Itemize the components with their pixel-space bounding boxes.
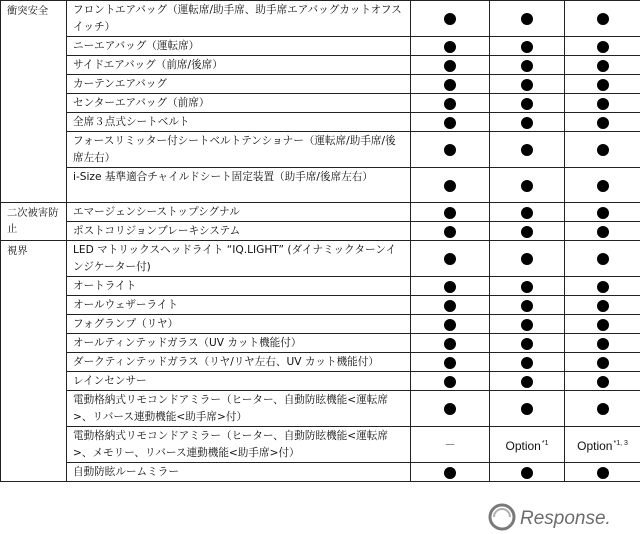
- mark-cell: [490, 277, 565, 296]
- table-row: [1, 463, 640, 482]
- filled-circle-icon: [597, 226, 609, 238]
- feature-cell: オールウェザーライト: [67, 296, 411, 315]
- filled-circle-icon: [444, 357, 456, 369]
- filled-circle-icon: [444, 98, 456, 110]
- mark-cell: [565, 168, 640, 203]
- filled-circle-icon: [521, 98, 533, 110]
- mark-cell: [411, 463, 490, 482]
- mark-cell: [490, 391, 565, 427]
- mark-cell: [565, 1, 640, 37]
- mark-cell: [411, 75, 490, 94]
- filled-circle-icon: [597, 403, 609, 415]
- mark-cell: [565, 296, 640, 315]
- filled-circle-icon: [597, 180, 609, 192]
- mark-cell: [411, 113, 490, 132]
- mark-cell: [565, 132, 640, 168]
- table-row: [1, 427, 640, 463]
- category-cell: 二次被害防止: [1, 203, 67, 241]
- mark-cell: [565, 241, 640, 277]
- mark-cell: [411, 241, 490, 277]
- mark-cell: [411, 372, 490, 391]
- option-label: [506, 439, 549, 453]
- feature-cell: LED マトリックスヘッドライト “IQ.LIGHT” (ダイナミックターンインジケーター付): [67, 241, 411, 277]
- mark-cell: [565, 203, 640, 222]
- table-row: [1, 168, 640, 203]
- mark-cell: [411, 277, 490, 296]
- mark-cell: [411, 56, 490, 75]
- table-row: [1, 113, 640, 132]
- mark-cell: [411, 132, 490, 168]
- filled-circle-icon: [521, 376, 533, 388]
- filled-circle-icon: [444, 403, 456, 415]
- option-text: Option: [505, 438, 541, 453]
- feature-cell: 自動防眩ルームミラー: [67, 463, 411, 482]
- footnote-mark: *1: [541, 439, 549, 447]
- feature-cell: オートライト: [67, 277, 411, 296]
- filled-circle-icon: [597, 338, 609, 350]
- feature-cell: フォースリミッター付シートベルトテンショナー（運転席/助手席/後席左右）: [67, 132, 411, 168]
- filled-circle-icon: [597, 319, 609, 331]
- filled-circle-icon: [444, 13, 456, 25]
- filled-circle-icon: [597, 13, 609, 25]
- mark-cell: [565, 94, 640, 113]
- table-row: [1, 222, 640, 241]
- filled-circle-icon: [597, 467, 609, 479]
- filled-circle-icon: [521, 403, 533, 415]
- mark-cell: [411, 353, 490, 372]
- table-row: [1, 203, 640, 222]
- filled-circle-icon: [444, 319, 456, 331]
- option-label: [577, 439, 628, 453]
- feature-cell: 電動格納式リモコンドアミラー（ヒーター、自動防眩機能<運転席>、メモリー、リバース連動機能<助手席>付）: [67, 427, 411, 463]
- feature-cell: 全席３点式シートベルト: [67, 113, 411, 132]
- mark-cell: [490, 463, 565, 482]
- mark-cell: [411, 1, 490, 37]
- mark-cell: [490, 427, 565, 463]
- mark-cell: [490, 37, 565, 56]
- filled-circle-icon: [521, 300, 533, 312]
- filled-circle-icon: [444, 117, 456, 129]
- table-row: [1, 56, 640, 75]
- mark-cell: [490, 203, 565, 222]
- category-cell: 衝突安全: [1, 1, 67, 203]
- table-row: [1, 353, 640, 372]
- feature-cell: フォグランプ（リヤ）: [67, 315, 411, 334]
- mark-cell: [565, 315, 640, 334]
- filled-circle-icon: [521, 467, 533, 479]
- mark-cell: [565, 334, 640, 353]
- mark-cell: [565, 75, 640, 94]
- mark-cell: [490, 56, 565, 75]
- filled-circle-icon: [444, 60, 456, 72]
- filled-circle-icon: [444, 281, 456, 293]
- filled-circle-icon: [521, 41, 533, 53]
- mark-cell: [565, 37, 640, 56]
- filled-circle-icon: [597, 79, 609, 91]
- watermark-text: Response.: [520, 508, 611, 529]
- mark-cell: [565, 277, 640, 296]
- mark-cell: [565, 372, 640, 391]
- filled-circle-icon: [597, 253, 609, 265]
- mark-cell: [490, 296, 565, 315]
- not-available-dash: －: [444, 438, 456, 451]
- filled-circle-icon: [444, 467, 456, 479]
- feature-cell: 電動格納式リモコンドアミラー（ヒーター、自動防眩機能<運転席>、リバース連動機能<助手席>付）: [67, 391, 411, 427]
- filled-circle-icon: [597, 60, 609, 72]
- mark-cell: [565, 463, 640, 482]
- mark-cell: [411, 222, 490, 241]
- feature-cell: ダークティンテッドガラス（リヤ/リヤ左右、UV カット機能付）: [67, 353, 411, 372]
- mark-cell: [490, 315, 565, 334]
- table-row: [1, 277, 640, 296]
- filled-circle-icon: [444, 79, 456, 91]
- filled-circle-icon: [521, 144, 533, 156]
- footnote-mark: *1, 3: [613, 439, 628, 447]
- mark-cell: [490, 132, 565, 168]
- filled-circle-icon: [597, 281, 609, 293]
- filled-circle-icon: [597, 144, 609, 156]
- mark-cell: [490, 113, 565, 132]
- feature-cell: ポストコリジョンブレーキシステム: [67, 222, 411, 241]
- filled-circle-icon: [597, 117, 609, 129]
- mark-cell: [565, 222, 640, 241]
- filled-circle-icon: [521, 226, 533, 238]
- filled-circle-icon: [597, 41, 609, 53]
- mark-cell: [490, 353, 565, 372]
- feature-cell: ニーエアバッグ（運転席）: [67, 37, 411, 56]
- table-row: [1, 37, 640, 56]
- table-row: [1, 296, 640, 315]
- mark-cell: [490, 1, 565, 37]
- filled-circle-icon: [521, 357, 533, 369]
- mark-cell: [411, 334, 490, 353]
- mark-cell: [411, 427, 490, 463]
- filled-circle-icon: [597, 207, 609, 219]
- feature-cell: i-Size 基準適合チャイルドシート固定装置（助手席/後席左右）: [67, 168, 411, 203]
- mark-cell: [411, 315, 490, 334]
- filled-circle-icon: [444, 376, 456, 388]
- mark-cell: [411, 203, 490, 222]
- filled-circle-icon: [444, 144, 456, 156]
- filled-circle-icon: [521, 60, 533, 72]
- filled-circle-icon: [521, 207, 533, 219]
- feature-cell: フロントエアバッグ（運転席/助手席、助手席エアバッグカットオフスイッチ）: [67, 1, 411, 37]
- filled-circle-icon: [444, 207, 456, 219]
- filled-circle-icon: [521, 180, 533, 192]
- filled-circle-icon: [597, 98, 609, 110]
- table-row: [1, 94, 640, 113]
- option-text: Option: [577, 438, 613, 453]
- filled-circle-icon: [521, 13, 533, 25]
- filled-circle-icon: [444, 253, 456, 265]
- mark-cell: [411, 391, 490, 427]
- mark-cell: [411, 296, 490, 315]
- filled-circle-icon: [521, 117, 533, 129]
- table-row: [1, 391, 640, 427]
- filled-circle-icon: [597, 300, 609, 312]
- filled-circle-icon: [444, 226, 456, 238]
- filled-circle-icon: [521, 79, 533, 91]
- filled-circle-icon: [444, 41, 456, 53]
- table-row: [1, 334, 640, 353]
- mark-cell: [565, 353, 640, 372]
- mark-cell: [565, 56, 640, 75]
- mark-cell: [490, 241, 565, 277]
- filled-circle-icon: [521, 253, 533, 265]
- feature-cell: サイドエアバッグ（前席/後席）: [67, 56, 411, 75]
- table-row: [1, 372, 640, 391]
- table-row: [1, 241, 640, 277]
- filled-circle-icon: [521, 338, 533, 350]
- mark-cell: [565, 427, 640, 463]
- filled-circle-icon: [597, 376, 609, 388]
- mark-cell: [411, 168, 490, 203]
- filled-circle-icon: [521, 281, 533, 293]
- mark-cell: [490, 222, 565, 241]
- feature-cell: センターエアバッグ（前席）: [67, 94, 411, 113]
- mark-cell: [565, 391, 640, 427]
- mark-cell: [490, 75, 565, 94]
- filled-circle-icon: [444, 338, 456, 350]
- mark-cell: [490, 334, 565, 353]
- table-row: [1, 132, 640, 168]
- feature-cell: オールティンテッドガラス（UV カット機能付）: [67, 334, 411, 353]
- mark-cell: [565, 113, 640, 132]
- mark-cell: [411, 37, 490, 56]
- filled-circle-icon: [521, 319, 533, 331]
- filled-circle-icon: [444, 180, 456, 192]
- feature-cell: エマージェンシーストップシグナル: [67, 203, 411, 222]
- mark-cell: [411, 94, 490, 113]
- category-cell: 視界: [1, 241, 67, 482]
- filled-circle-icon: [597, 357, 609, 369]
- mark-cell: [490, 168, 565, 203]
- table-row: [1, 1, 640, 37]
- feature-cell: カーテンエアバッグ: [67, 75, 411, 94]
- filled-circle-icon: [444, 300, 456, 312]
- table-row: [1, 315, 640, 334]
- table-row: [1, 75, 640, 94]
- mark-cell: [490, 372, 565, 391]
- response-logo-watermark: [482, 500, 640, 534]
- feature-cell: レインセンサー: [67, 372, 411, 391]
- mark-cell: [490, 94, 565, 113]
